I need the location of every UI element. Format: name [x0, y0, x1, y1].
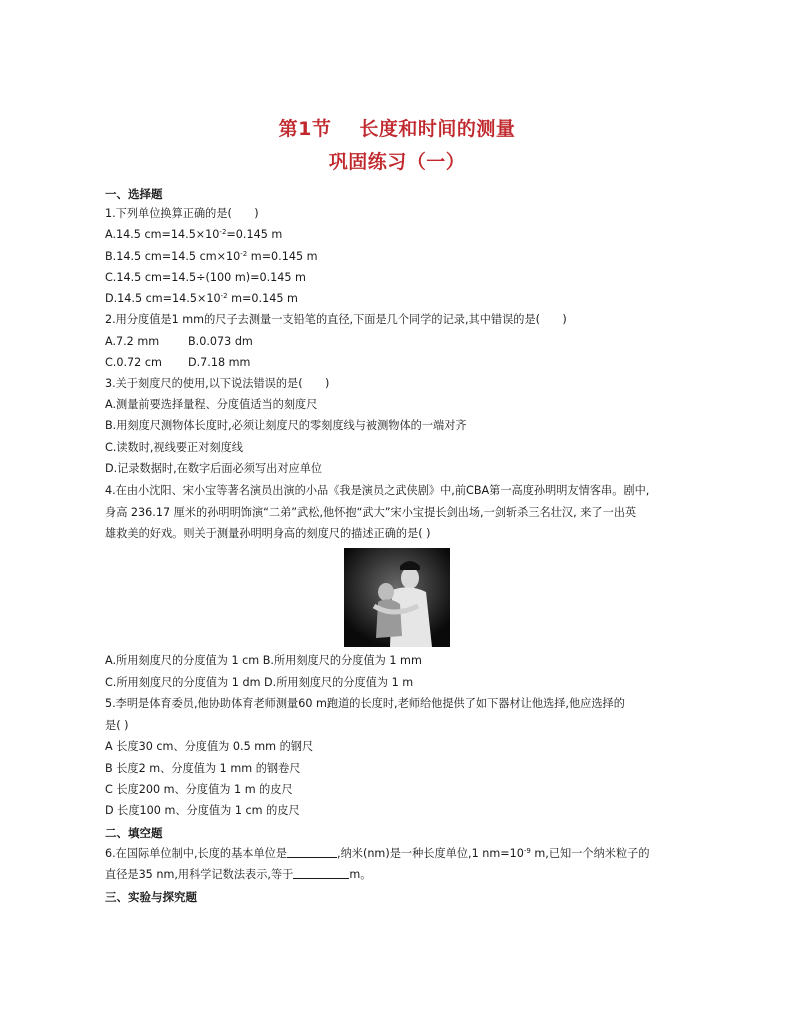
q3-option-b: B.用刻度尺测物体长度时,必须让刻度尺的零刻度线与被测物体的一端对齐 — [105, 419, 467, 432]
q4-options-ab: A.所用刻度尺的分度值为 1 cm B.所用刻度尺的分度值为 1 mm — [105, 654, 422, 667]
q3-option-a: A.测量前要选择量程、分度值适当的刻度尺 — [105, 398, 318, 411]
q2-options-cd — [105, 356, 250, 370]
topic-title: 长度和时间的测量 — [359, 118, 516, 140]
q2-stem: 2.用分度值是1 mm的尺子去测量一支铅笔的直径,下面是几个同学的记录,其中错误的是( ) — [105, 313, 567, 326]
section-heading-choice: 一、选择题 — [105, 187, 163, 201]
q3-option-c: C.读数时,视线要正对刻度线 — [105, 441, 243, 454]
q6-blank-2[interactable] — [293, 868, 349, 879]
page-subtitle: 巩固练习（一） — [328, 151, 466, 173]
q1-option-a: A.14.5 $cm=14.5\times 10^{-2}=0.145$ m — [105, 228, 283, 241]
section-heading-experiment: 三、实验与探究题 — [105, 890, 197, 904]
q5-option-a: A 长度30 cm、分度值为 0.5 mm 的钢尺 — [105, 740, 314, 753]
q2-option-a: A.7.2 mm — [105, 335, 160, 348]
q1-option-c: C.14.5 cm=14.5÷(100 m)=0.145 m — [105, 271, 306, 284]
q1-option-b: B.14.5 cm=14.5 $cm\times 10^{-2}$ m=0.145 m — [105, 250, 318, 263]
q3-stem: 3.关于刻度尺的使用,以下说法错误的是( ) — [105, 377, 330, 390]
stage-photo — [344, 548, 450, 647]
q4-stem-line2: 身高 236.17 厘米的孙明明饰演“二弟”武松,他怀抱“武大”宋小宝提长剑出场,一剑斩杀三名壮汉, 来了一出英 — [105, 506, 637, 519]
q5-stem-line1: 5.李明是体育委员,他协助体育老师测量60 m跑道的长度时,老师给他提供了如下器材让他选择,他应选择的 — [105, 697, 625, 710]
q2-option-d: D.7.18 mm — [188, 356, 251, 369]
q4-stem-line3: 雄救美的好戏。则关于测量孙明明身高的刻度尺的描述正确的是( ) — [105, 527, 431, 540]
page-title — [0, 114, 794, 141]
q2-options-ab — [105, 335, 253, 349]
q2-option-c: C.0.72 cm — [105, 356, 162, 369]
section-number: 第1节 — [278, 118, 332, 140]
q5-stem-line2: 是( ) — [105, 719, 129, 732]
section-heading-fill: 二、填空题 — [105, 826, 163, 840]
q6-line2: 直径是35 nm,用科学记数法表示,等于 m。 — [105, 868, 372, 881]
q6-blank-1[interactable] — [287, 847, 337, 858]
q1-option-d: D.14.5 $cm=14.5\times 10^{-2}$ m=0.145 m — [105, 292, 298, 305]
q5-option-b: B 长度2 m、分度值为 1 mm 的钢卷尺 — [105, 762, 301, 775]
q6-line1: 6.在国际单位制中,长度的基本单位是 ,纳米(nm)是一种长度单位,1 $nm=10^{-9}$ m,已知一个纳米粒子的 — [105, 847, 650, 860]
q2-option-b: B.0.073 dm — [188, 335, 253, 348]
q5-option-d: D 长度100 m、分度值为 1 cm 的皮尺 — [105, 804, 300, 817]
q3-option-d: D.记录数据时,在数字后面必须写出对应单位 — [105, 462, 323, 475]
q1-stem: 1.下列单位换算正确的是( ) — [105, 207, 259, 220]
q4-stem-line1: 4.在由小沈阳、宋小宝等著名演员出演的小品《我是演员之武侠剧》中,前CBA第一高度孙明明友情客串。剧中, — [105, 484, 650, 497]
q5-option-c: C 长度200 m、分度值为 1 m 的皮尺 — [105, 783, 293, 796]
q4-options-cd: C.所用刻度尺的分度值为 1 dm D.所用刻度尺的分度值为 1 m — [105, 676, 414, 689]
